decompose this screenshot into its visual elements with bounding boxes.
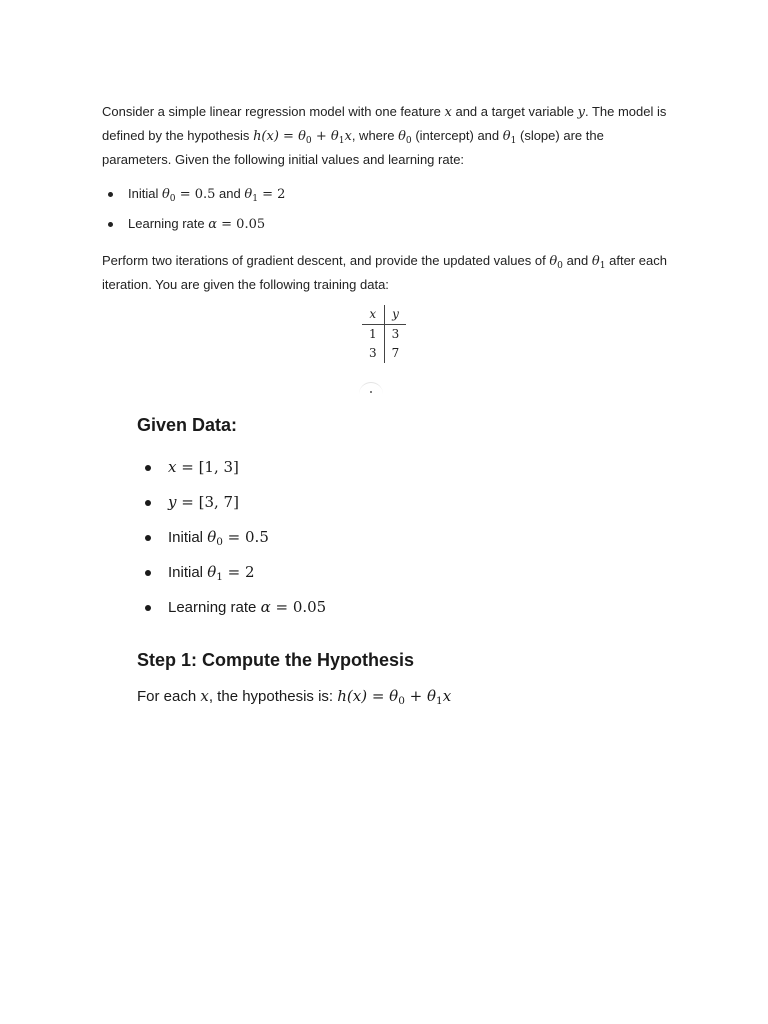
math-value: = 0.5 <box>222 528 269 546</box>
math-value: = 0.5 <box>175 187 216 202</box>
text: Learning rate <box>168 599 261 616</box>
math: + θ <box>311 129 339 144</box>
subscript: 1 <box>436 695 443 707</box>
text: , the hypothesis is: <box>208 688 338 705</box>
question-block <box>102 100 672 296</box>
subscript: 1 <box>510 136 517 146</box>
math: + θ <box>404 687 437 705</box>
question-paragraph-1 <box>102 100 672 171</box>
hypothesis-formula <box>337 687 451 705</box>
initial-values-list <box>102 179 672 239</box>
text: Consider a simple linear regression model with one feature <box>102 104 445 119</box>
math-y: y <box>168 493 177 511</box>
math-value: = [3, 7] <box>176 493 239 511</box>
text: and <box>562 253 592 268</box>
math-theta: θ <box>591 254 600 269</box>
given-data-heading: Given Data: <box>137 415 238 435</box>
math-value: = 2 <box>222 563 255 581</box>
subscript: 0 <box>216 536 223 548</box>
math: h(x) = θ <box>337 687 399 705</box>
table-header-cell: x <box>362 305 384 325</box>
list-item <box>137 590 697 625</box>
math-theta: θ <box>502 129 511 144</box>
table-cell: 3 <box>391 327 400 341</box>
training-data-table <box>362 305 406 363</box>
math: x <box>344 129 352 144</box>
subscript: 1 <box>216 571 223 583</box>
table-header-row <box>362 305 406 325</box>
math-x: x <box>200 687 209 705</box>
text: Initial <box>168 564 208 581</box>
scroll-down-button[interactable] <box>359 382 383 395</box>
math-value: = [1, 3] <box>176 458 239 476</box>
text: Learning rate <box>128 216 209 231</box>
math-alpha: α <box>208 217 218 232</box>
question-paragraph-2 <box>102 249 672 296</box>
subscript: 0 <box>398 695 405 707</box>
math-theta: θ <box>244 187 253 202</box>
math-y: y <box>577 105 585 120</box>
step1-text <box>137 683 697 710</box>
given-data-list <box>137 450 697 625</box>
math-x: x <box>444 105 452 120</box>
math-value: = 2 <box>257 187 286 202</box>
table-row <box>362 344 406 363</box>
math: x <box>442 687 452 705</box>
text: and <box>215 186 245 201</box>
table-cell: 3 <box>362 344 384 363</box>
table-cell: 1 <box>362 325 384 345</box>
subscript: 1 <box>599 261 606 271</box>
list-item <box>102 179 672 209</box>
text: For each <box>137 688 201 705</box>
math-value: = 0.05 <box>270 598 327 616</box>
text: and a target variable <box>451 104 578 119</box>
subscript: 0 <box>405 136 412 146</box>
math-theta: θ <box>207 528 217 546</box>
math-theta: θ <box>161 187 170 202</box>
subscript: 0 <box>557 261 563 271</box>
text: after each iteration. You are given the following training data: <box>102 253 667 292</box>
list-item <box>137 450 697 485</box>
math-alpha: α <box>260 598 271 616</box>
text: (slope) are the parameters. Given the following initial values and learning rate: <box>102 128 604 167</box>
subscript: 0 <box>169 194 176 204</box>
list-item <box>137 520 697 555</box>
subscript: 1 <box>338 136 345 146</box>
math-value: = 0.05 <box>217 217 266 232</box>
table-header-cell: y <box>384 305 406 325</box>
math-theta: θ <box>207 563 217 581</box>
list-item <box>102 209 672 239</box>
math-theta: θ <box>398 129 406 144</box>
list-item <box>137 555 697 590</box>
answer-block <box>137 410 697 710</box>
text: (intercept) and <box>411 128 503 143</box>
table-cell: 7 <box>391 346 400 360</box>
text: Perform two iterations of gradient descent, and provide the updated values of <box>102 253 550 268</box>
table-row <box>362 325 406 345</box>
text: Initial <box>168 529 208 546</box>
subscript: 1 <box>252 194 258 204</box>
step1-heading: Step 1: Compute the Hypothesis <box>137 650 415 670</box>
text: . The model is defined by the hypothesis <box>102 104 667 143</box>
math-x: x <box>168 458 177 476</box>
math-theta: θ <box>549 254 558 269</box>
text: , where <box>351 128 399 143</box>
math: h(x) = θ <box>253 129 306 144</box>
text: Initial <box>128 186 162 201</box>
dot-icon <box>370 391 372 393</box>
list-item <box>137 485 697 520</box>
subscript: 0 <box>305 136 312 146</box>
hypothesis-formula <box>253 129 352 144</box>
